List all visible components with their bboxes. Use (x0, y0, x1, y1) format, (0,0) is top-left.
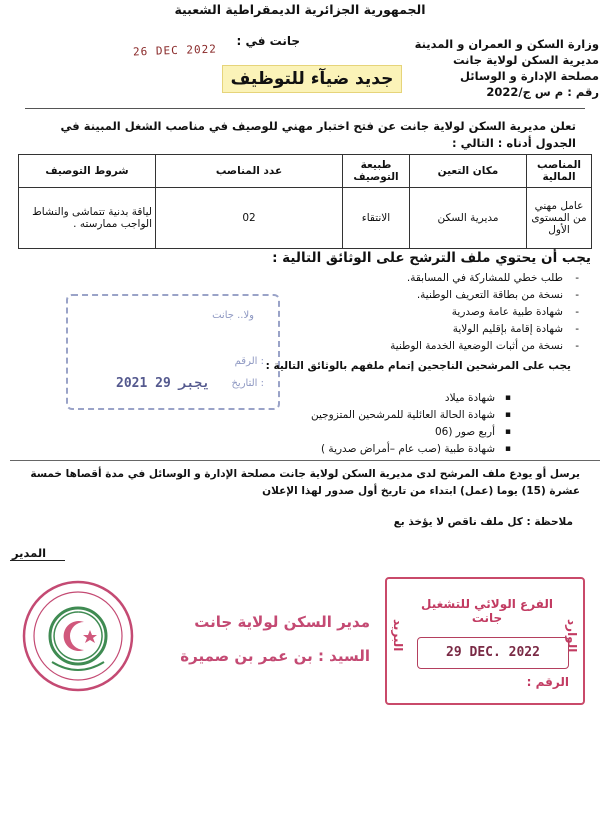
list-item: - شهادة طبية عامة وصدرية (251, 304, 581, 321)
ministry-line: وزارة السكن و العمران و المدينة (414, 37, 599, 51)
stamp-date-label: التاريخ : (231, 378, 264, 389)
divider (10, 460, 600, 461)
stamp-title: الفرع الولائي للتشغيل جانت (421, 597, 553, 625)
signature-line-title: مدير السكن لولاية جانت (194, 613, 370, 631)
list-item: ▪ شهادة الحالة العائلية للمرشحين المتزوجين (253, 407, 513, 424)
signature-block (150, 605, 370, 673)
signature-line-name: السيد : بن عمر بن صميرة (180, 647, 370, 665)
announcement-intro: تعلن مديرية السكن لولاية جانت عن فتح اختبار مهني للوصيف في مناصب الشغل المبينة في الجدول أدناه : التالي : (60, 119, 576, 150)
documents-title: يجب أن يحتوي ملف الترشح على الوثائق التالية : (272, 250, 591, 266)
director-underline (10, 560, 65, 561)
col-header-post: المناصب المالية (527, 155, 592, 188)
place-date-label: جانت في : (236, 34, 300, 48)
reference-line (399, 84, 599, 100)
list-item: - نسخة من بطاقة التعريف الوطنية. (251, 287, 581, 304)
republic-heading: الجمهورية الجزائرية الديمقراطية الشعبية (174, 2, 426, 17)
issuer-block (399, 36, 599, 100)
note-line: ملاحظة : كل ملف ناقص لا يؤخذ بع (393, 516, 573, 528)
list-item: - شهادة إقامة بإقليم الولاية (251, 321, 581, 338)
submission-notice: يرسل أو يودع ملف المرشح لدى مديرية السكن لولاية جانت مصلحة الإدارة و الوسائل في مدة أقصاها خمسة عشرة (15) يوما (عمل) ابتداء من تاريخ أول صدور لهذا الإعلان (30, 468, 580, 497)
official-seal-icon (20, 578, 136, 694)
cell-location: مديرية السكن (410, 188, 527, 249)
positions-table (18, 154, 592, 249)
col-header-count: عدد المناصب (156, 155, 343, 188)
list-item: ▪ أربع صور (06 (253, 424, 513, 441)
winners-list (253, 390, 513, 458)
documents-list (251, 270, 581, 355)
stamp-number-label: الرقم : (526, 675, 569, 689)
stamp-side-right: الوارد (565, 619, 579, 653)
service-line: مصلحة الإدارة و الوسائل (459, 69, 599, 83)
director-title: المدير (12, 546, 47, 560)
reference-label: رقم : (567, 85, 599, 99)
received-stamp (66, 294, 280, 410)
stamp-number-label: الرقم : (234, 356, 264, 367)
list-item: ▪ شهادة طبية (صب عام –أمراض صدرية ) (253, 441, 513, 458)
list-item: - طلب خطي للمشاركة في المسابقة. (251, 270, 581, 287)
banner-overlay: جديد ضيآء للتوظيف (222, 65, 402, 93)
incoming-mail-stamp (385, 577, 585, 705)
list-item: ▪ شهادة ميلاد (253, 390, 513, 407)
stamp-side-left: البريد (391, 619, 405, 652)
cell-conditions: لياقة بدنية تتماشى والنشاط الواجب ممارسته . (19, 188, 156, 249)
stamp-date: 2021 يجبر 29 (116, 376, 210, 391)
list-item: - نسخة من أثبات الوضعية الخدمة الوطنية (251, 338, 581, 355)
cell-count: 02 (156, 188, 343, 249)
col-header-nature: طبيعة التوصيف (343, 155, 410, 188)
table-row (19, 188, 592, 249)
cell-nature: الانتقاء (343, 188, 410, 249)
stamp-date: 29 DEC. 2022 (417, 637, 569, 669)
directorate-line: مديرية السكن لولاية جانت (452, 53, 599, 67)
col-header-conditions: شروط التوصيف (19, 155, 156, 188)
stamp-top-text: ولا.. جانت (212, 310, 254, 321)
cell-post: عامل مهني من المستوى الأول (527, 188, 592, 249)
winners-title: يجب على المرشحين الناجحين إتمام ملفهم بالوثائق التالية : (265, 360, 571, 372)
table-header-row (19, 155, 592, 188)
divider (25, 108, 585, 109)
handwritten-date: 26 DEC 2022 (132, 42, 218, 59)
col-header-location: مكان التعين (410, 155, 527, 188)
reference-value: م س ج/2022 (486, 85, 564, 99)
